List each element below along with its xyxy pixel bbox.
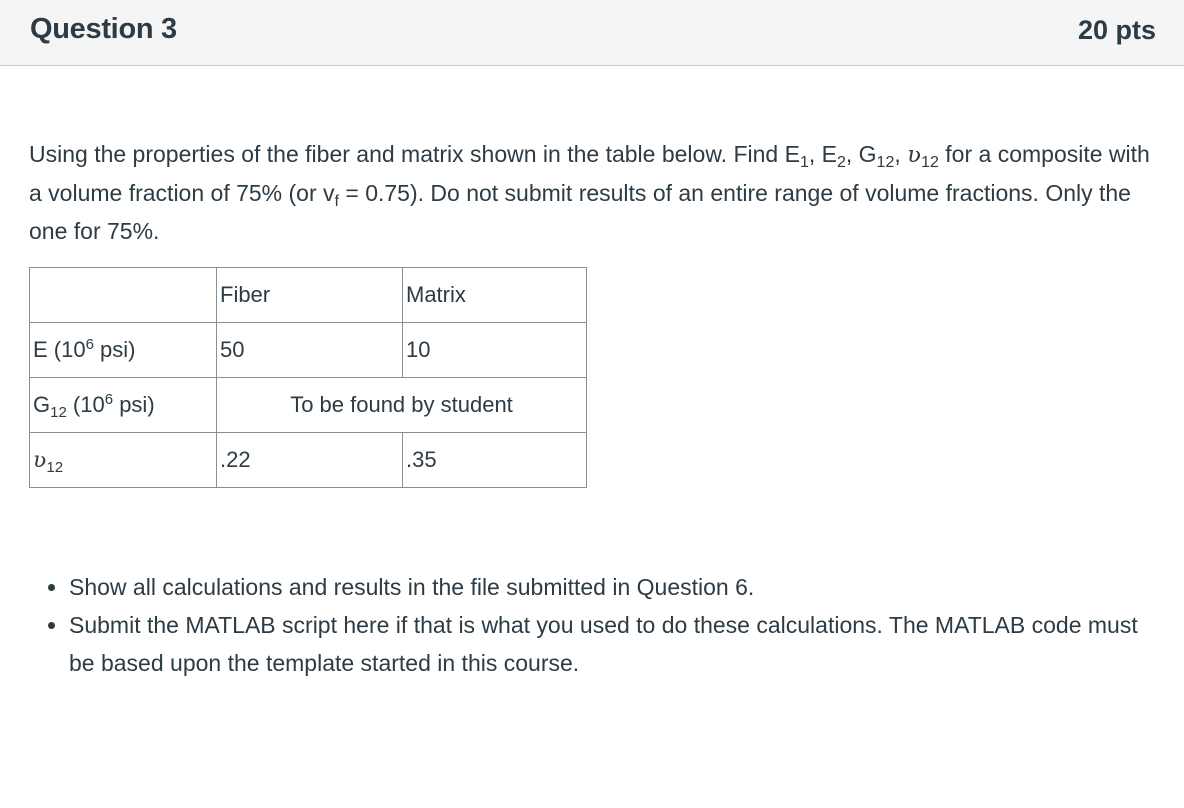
prompt-text-2: for a composite with a volume fraction of 75% (or v — [29, 141, 1150, 206]
row-g12-value: To be found by student — [217, 378, 587, 433]
row-e-fiber: 50 — [217, 323, 403, 378]
row-nu12-fiber: .22 — [217, 433, 403, 488]
row-nu12-label-symbol: ʋ — [33, 448, 47, 473]
row-nu12-label-sub: 12 — [46, 459, 64, 476]
prompt-sep-1: , E — [808, 141, 837, 167]
table-header-row — [30, 268, 587, 323]
row-e-label-pre: E (10 — [33, 337, 86, 362]
table-row-g12 — [30, 378, 587, 433]
row-e-matrix: 10 — [403, 323, 587, 378]
row-e-label-post: psi) — [93, 337, 136, 362]
prompt-sep-2: , G — [845, 141, 877, 167]
row-g12-label-sup: 6 — [104, 391, 114, 408]
row-e-label — [30, 323, 217, 378]
table-row-e — [30, 323, 587, 378]
prompt-sub-2: 2 — [836, 154, 846, 171]
prompt-sep-3: , — [894, 141, 908, 167]
row-g12-label-post: psi) — [113, 392, 155, 417]
question-header — [0, 0, 1184, 66]
prompt-text-1: Using the properties of the fiber and matrix shown in the table below. Find E — [29, 141, 800, 167]
instruction-item: • Submit the MATLAB script here if that is what you used to do these calculations. The MATLAB code must be based upon the template started in this course. — [69, 606, 1149, 682]
prompt-text-3: = 0.75). Do not submit results of an entire range of volume fractions. Only the one for 75%. — [29, 180, 1131, 244]
instructions-list — [29, 568, 1149, 682]
instruction-item: • Show all calculations and results in the file submitted in Question 6. — [69, 568, 1149, 606]
table-row-nu12 — [30, 433, 587, 488]
prompt-nu-symbol: ʋ — [907, 142, 922, 168]
row-g12-label-pre: G — [33, 392, 51, 417]
table-header-empty — [30, 268, 217, 323]
row-nu12-label — [30, 433, 217, 488]
row-g12-label — [30, 378, 217, 433]
table-header-matrix: Matrix — [403, 268, 587, 323]
properties-table — [29, 267, 587, 488]
prompt-sub-1: 1 — [799, 154, 809, 171]
table-header-fiber: Fiber — [217, 268, 403, 323]
row-g12-label-sub: 12 — [50, 404, 67, 421]
row-g12-label-mid: (10 — [66, 392, 105, 417]
question-prompt — [29, 135, 1159, 250]
question-title: Question 3 — [30, 13, 177, 45]
prompt-sub-5: f — [334, 193, 339, 210]
question-points: 20 pts — [1077, 15, 1156, 45]
prompt-sub-4: 12 — [921, 154, 939, 171]
row-nu12-matrix: .35 — [403, 433, 587, 488]
prompt-sub-3: 12 — [876, 154, 895, 171]
row-e-label-sup: 6 — [85, 336, 94, 353]
